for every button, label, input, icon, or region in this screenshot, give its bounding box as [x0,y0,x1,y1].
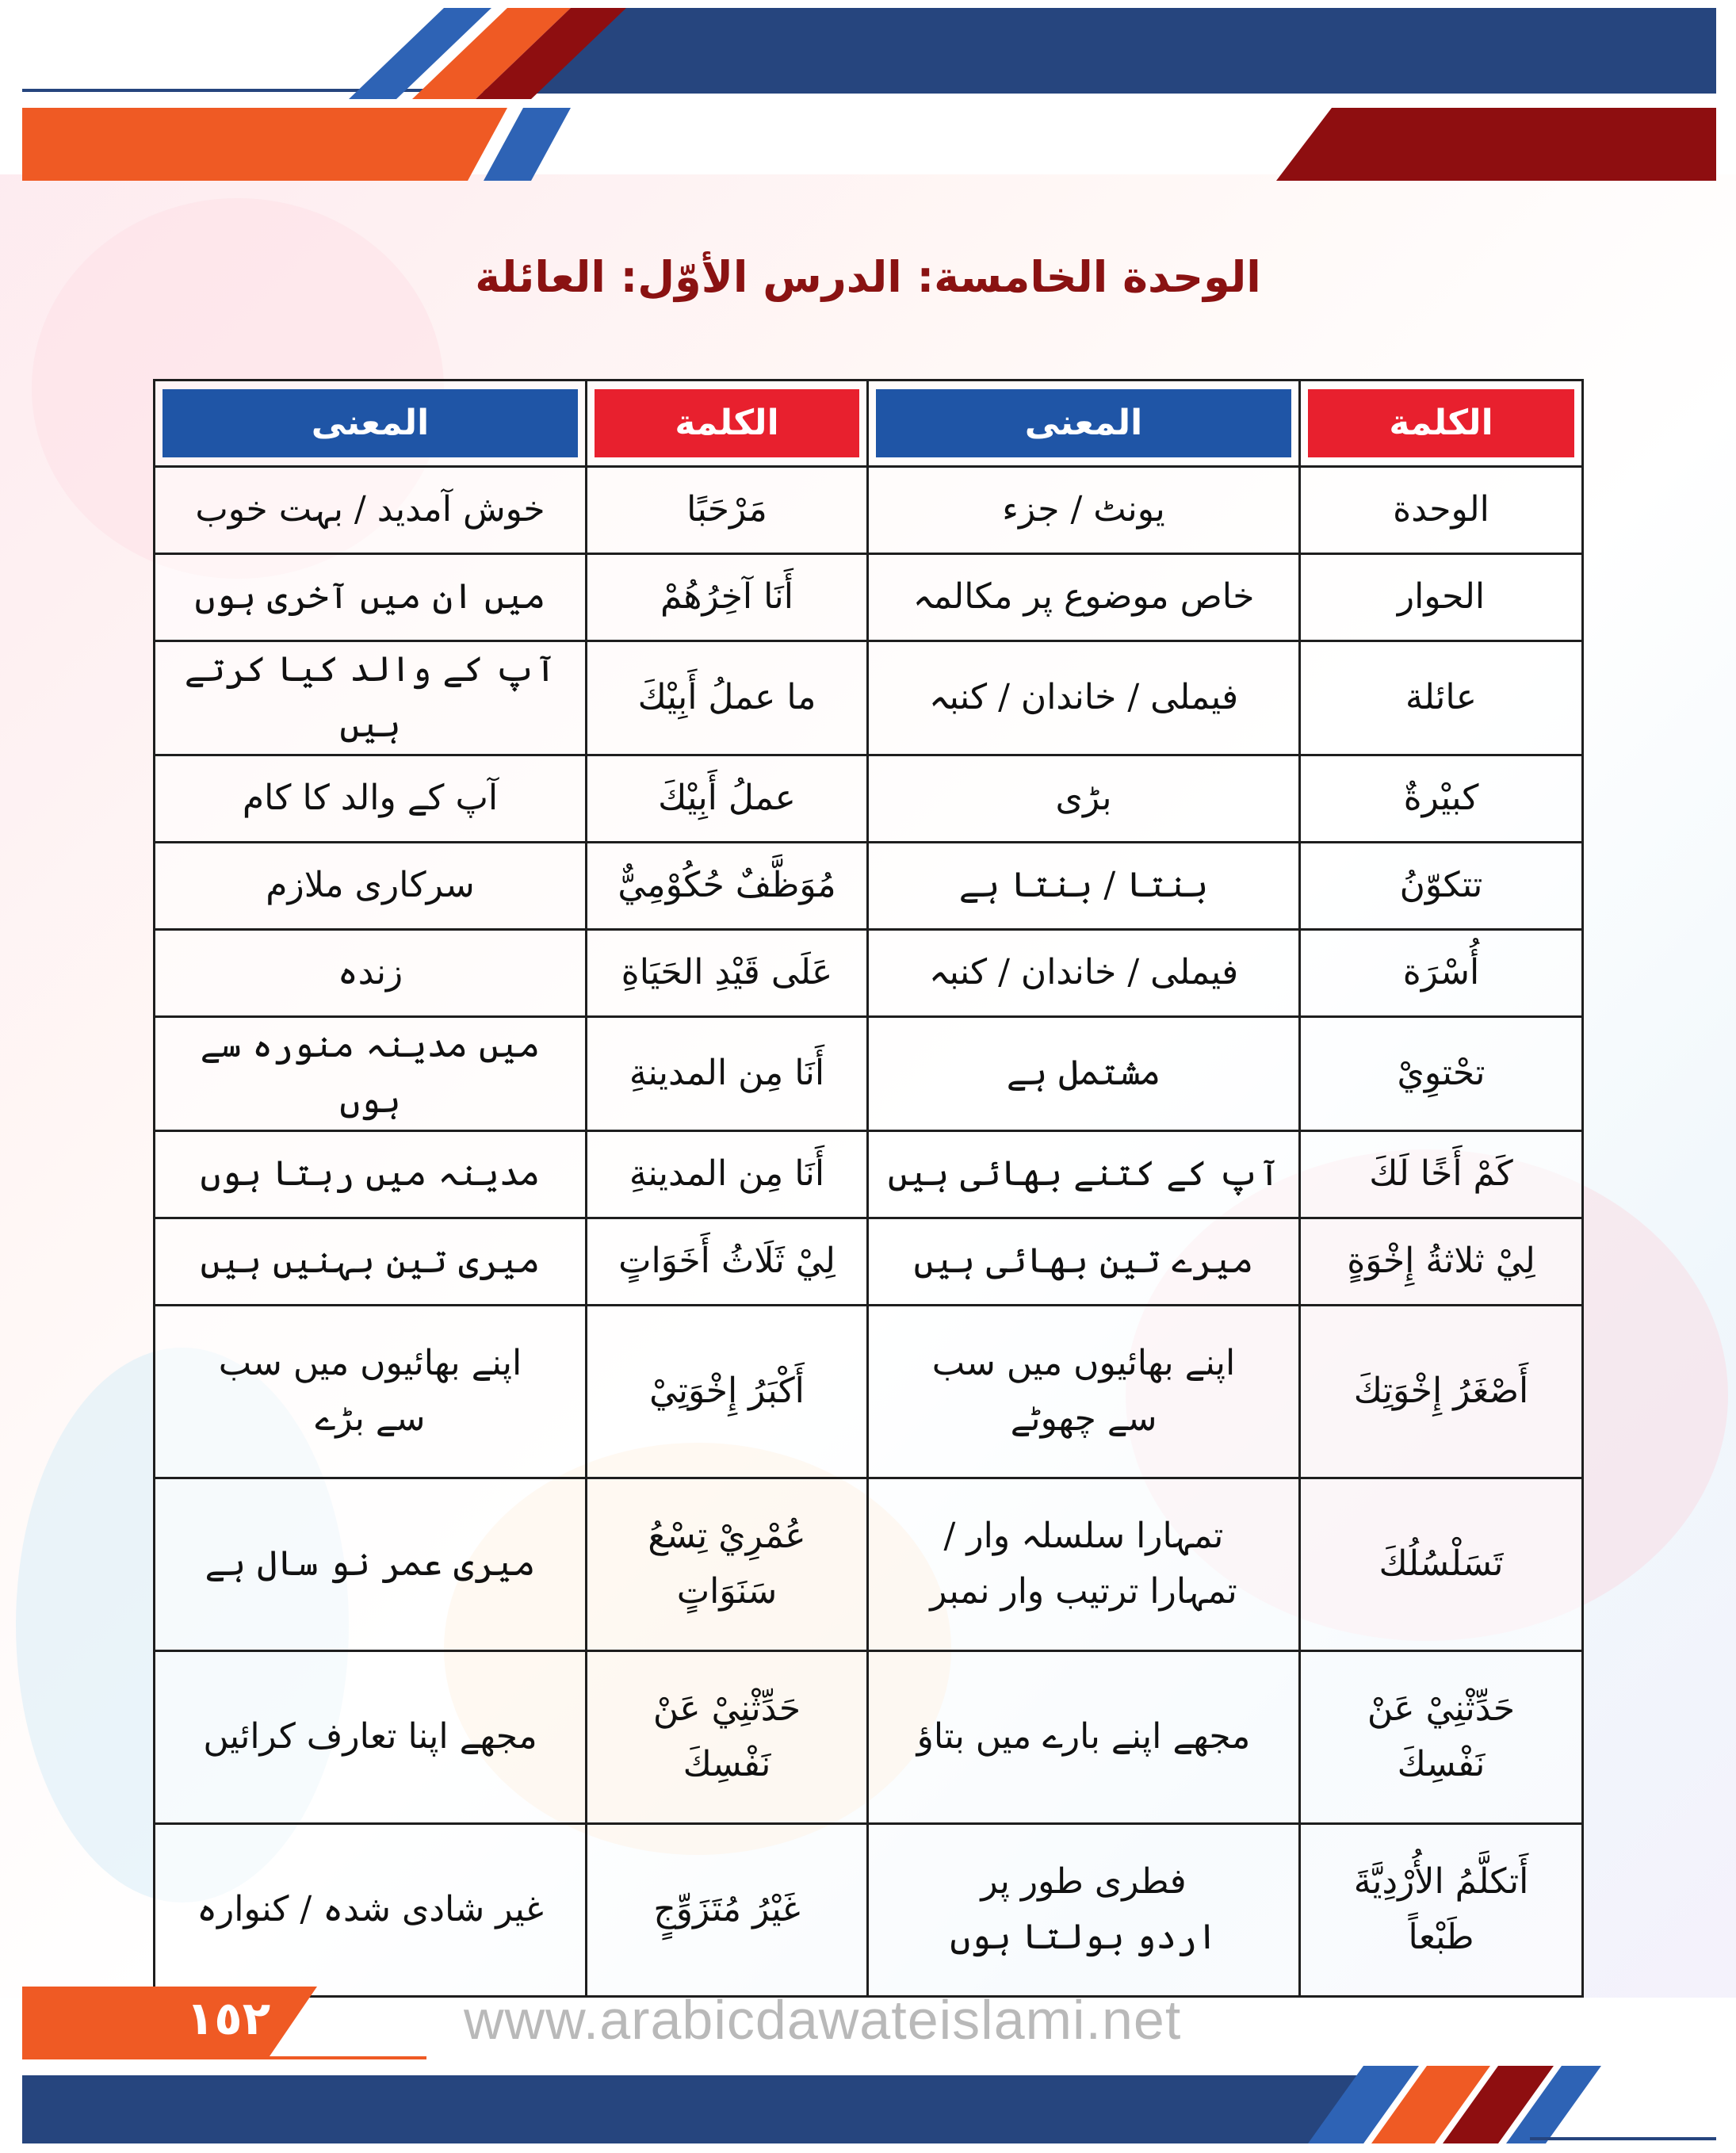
header-meaning-left: المعنى [155,381,587,467]
meaning-cell: سرکاری ملازم [155,842,587,929]
word-cell: تتكوّنُ [1300,842,1583,929]
word-cell: أَنَا مِن المدينةِ [587,1016,868,1130]
header-word-right: الكلمة [1300,381,1583,467]
word-cell: عائلة [1300,641,1583,755]
meaning-cell: میں ان میں آخری ہوں [155,554,587,641]
word-cell: تحْتوِيْ [1300,1016,1583,1130]
header-word-left: الكلمة [587,381,868,467]
word-cell: الوحدة [1300,467,1583,554]
table-row [155,929,1583,1016]
website-url: www.arabicdawateislami.net [464,1989,1182,2051]
word-cell: حَدِّثْنِيْ عَنْ نَفْسِكَ [1300,1650,1583,1823]
word-cell: حَدِّثْنِيْ عَنْ نَفْسِكَ [587,1650,868,1823]
meaning-cell: خاص موضوع پر مکالمہ [868,554,1300,641]
table-row [155,1305,1583,1478]
meaning-cell: بنتا / بنتا ہے [868,842,1300,929]
word-cell: عملُ أَبِيْكَ [587,755,868,842]
word-cell: أَصْغَرُ إِخْوَتِكَ [1300,1305,1583,1478]
meaning-cell: فطری طور پر اردو بولتا ہوں [868,1823,1300,1996]
word-cell: أُسْرَة [1300,929,1583,1016]
meaning-cell: تمہارا سلسلہ وار / تمہارا ترتیب وار نمبر [868,1478,1300,1650]
meaning-cell: یونٹ / جزء [868,467,1300,554]
meaning-cell: مجھے اپنا تعارف کرائیں [155,1650,587,1823]
footer-band [0,1955,1736,2153]
word-cell: غَيْرُ مُتَزَوِّجٍ [587,1823,868,1996]
meaning-cell: اپنے بھائیوں میں سب سے بڑے [155,1305,587,1478]
meaning-cell: غیر شادی شدہ / کنوارہ [155,1823,587,1996]
page-title: الوحدة الخامسة: الدرس الأوّل: العائلة [475,252,1261,302]
table-row [155,1650,1583,1823]
word-cell: تَسَلْسُلُكَ [1300,1478,1583,1650]
table-row [155,1478,1583,1650]
meaning-cell: اپنے بھائیوں میں سب سے چھوٹے [868,1305,1300,1478]
word-cell: الحوار [1300,554,1583,641]
meaning-cell: خوش آمدید / بہت خوب [155,467,587,554]
table-row [155,1130,1583,1218]
word-cell: أَنَا مِن المدينةِ [587,1130,868,1218]
table-body [155,467,1583,1997]
word-cell: لِيْ ثَلَاثُ أَخَوَاتٍ [587,1218,868,1305]
meaning-cell: زندہ [155,929,587,1016]
word-cell: كَمْ أَخًا لَكَ [1300,1130,1583,1218]
meaning-cell: آپ کے کتنے بھائی ہیں [868,1130,1300,1218]
table-row [155,554,1583,641]
table-row [155,641,1583,755]
word-cell: أَنَا آخِرُهُمْ [587,554,868,641]
table-row [155,842,1583,929]
meaning-cell: مشتمل ہے [868,1016,1300,1130]
meaning-cell: فیملی / خاندان / کنبہ [868,641,1300,755]
table-header-row [155,381,1583,467]
header-meaning-right: المعنى [868,381,1300,467]
page-number: ١٥٢ [185,1991,271,2045]
meaning-cell: آپ کے والد کا کام [155,755,587,842]
meaning-cell: آپ کے والد کیا کرتے ہیں [155,641,587,755]
table-row [155,755,1583,842]
word-cell: مُوَظَّفٌ حُكُوْمِيٌّ [587,842,868,929]
meaning-cell: بڑی [868,755,1300,842]
header-band [0,0,1736,190]
meaning-cell: میرے تین بھائی ہیں [868,1218,1300,1305]
word-cell: عُمْرِيْ تِسْعُ سَنَوَاتٍ [587,1478,868,1650]
meaning-cell: میری عمر نو سال ہے [155,1478,587,1650]
table-row [155,1016,1583,1130]
word-cell: كبيْرةٌ [1300,755,1583,842]
meaning-cell: میں مدینہ منورہ سے ہوں [155,1016,587,1130]
meaning-cell: مجھے اپنے بارے میں بتاؤ [868,1650,1300,1823]
word-cell: لِيْ ثلاثةُ إِخْوَةٍ [1300,1218,1583,1305]
word-cell: أَتكلَّمُ الأُرْدِيَّةَ طَبْعاً [1300,1823,1583,1996]
word-cell: ما عملُ أَبِيْكَ [587,641,868,755]
meaning-cell: میری تین بہنیں ہیں [155,1218,587,1305]
word-cell: أَكْبَرُ إِخْوَتِيْ [587,1305,868,1478]
word-cell: مَرْحَبًا [587,467,868,554]
meaning-cell: فیملی / خاندان / کنبہ [868,929,1300,1016]
meaning-cell: مدینہ میں رہتا ہوں [155,1130,587,1218]
vocabulary-table [153,379,1584,1998]
table-row [155,467,1583,554]
word-cell: عَلَى قَيْدِ الحَيَاةِ [587,929,868,1016]
table-row [155,1218,1583,1305]
